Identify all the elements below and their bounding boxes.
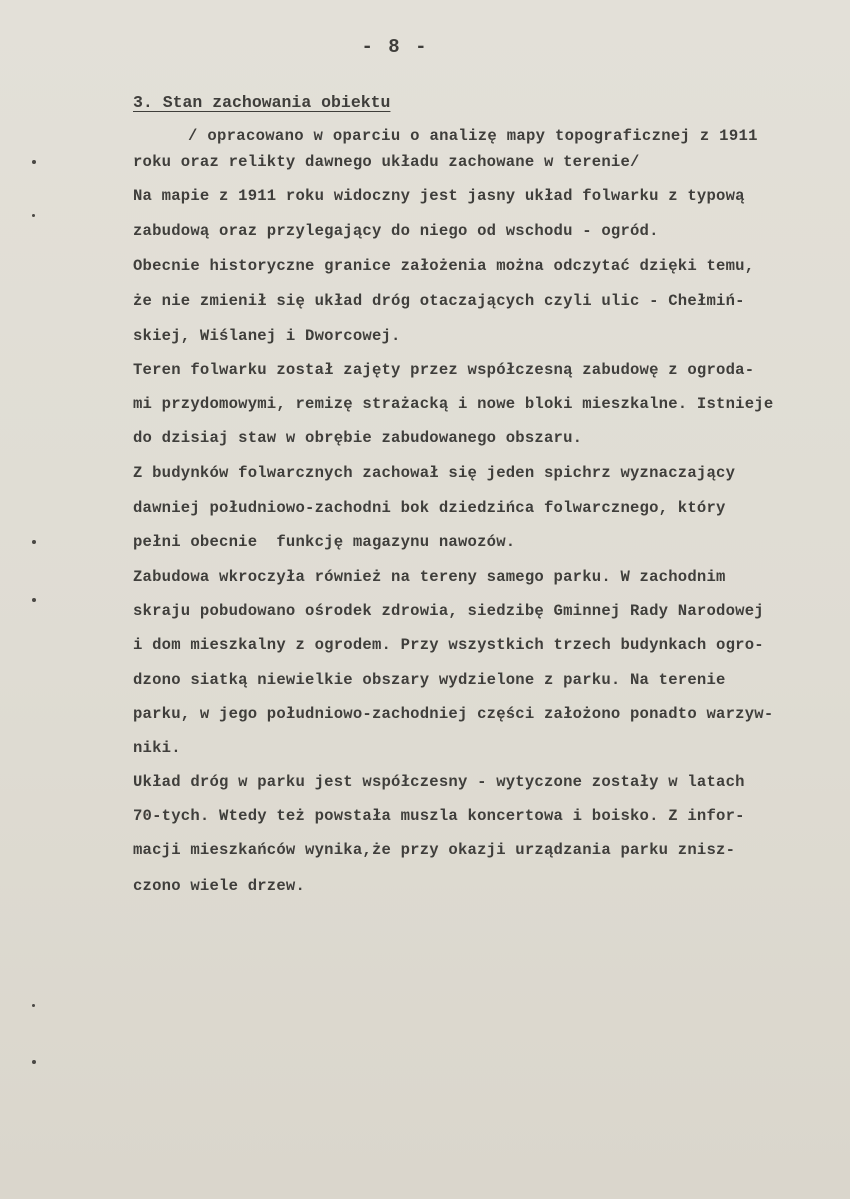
section-heading: 3. Stan zachowania obiektu [133, 93, 391, 112]
text-line: Obecnie historyczne granice założenia można odczytać dzięki temu, [133, 257, 755, 275]
text-line: dawniej południowo-zachodni bok dziedzińca folwarcznego, który [133, 499, 726, 517]
text-line: zabudową oraz przylegający do niego od wschodu - ogród. [133, 222, 659, 240]
text-line: skraju pobudowano ośrodek zdrowia, siedzibę Gminnej Rady Narodowej [133, 602, 764, 620]
text-line: czono wiele drzew. [133, 877, 306, 895]
margin-speck [32, 598, 36, 602]
text-line: skiej, Wiślanej i Dworcowej. [133, 327, 401, 345]
margin-speck [32, 1004, 35, 1007]
margin-speck [32, 214, 35, 217]
text-line: mi przydomowymi, remizę strażacką i nowe bloki mieszkalne. Istnieje [133, 395, 774, 413]
text-line: Teren folwarku został zajęty przez współczesną zabudowę z ogroda- [133, 361, 755, 379]
text-line: Układ dróg w parku jest współczesny - wytyczone zostały w latach [133, 773, 745, 791]
text-line: dzono siatką niewielkie obszary wydzielone z parku. Na terenie [133, 671, 726, 689]
text-line: Na mapie z 1911 roku widoczny jest jasny układ folwarku z typową [133, 187, 745, 205]
text-line: że nie zmienił się układ dróg otaczających czyli ulic - Chełmiń- [133, 292, 745, 310]
margin-speck [32, 540, 36, 544]
margin-speck [32, 1060, 36, 1064]
text-line: Zabudowa wkroczyła również na tereny samego parku. W zachodnim [133, 568, 726, 586]
text-line: roku oraz relikty dawnego układu zachowane w terenie/ [133, 153, 640, 171]
text-line: i dom mieszkalny z ogrodem. Przy wszystkich trzech budynkach ogro- [133, 636, 764, 654]
text-line: niki. [133, 739, 181, 757]
page-number: - 8 - [361, 36, 429, 58]
text-line: Z budynków folwarcznych zachował się jeden spichrz wyznaczający [133, 464, 736, 482]
text-line: 70-tych. Wtedy też powstała muszla koncertowa i boisko. Z infor- [133, 807, 745, 825]
text-line: do dzisiaj staw w obrębie zabudowanego obszaru. [133, 429, 583, 447]
text-line: macji mieszkańców wynika,że przy okazji urządzania parku znisz- [133, 841, 736, 859]
margin-speck [32, 160, 36, 164]
text-line: pełni obecnie funkcję magazynu nawozów. [133, 533, 516, 551]
text-line: parku, w jego południowo-zachodniej części założono ponadto warzyw- [133, 705, 774, 723]
text-line: / opracowano w oparciu o analizę mapy topograficznej z 1911 [188, 127, 758, 145]
